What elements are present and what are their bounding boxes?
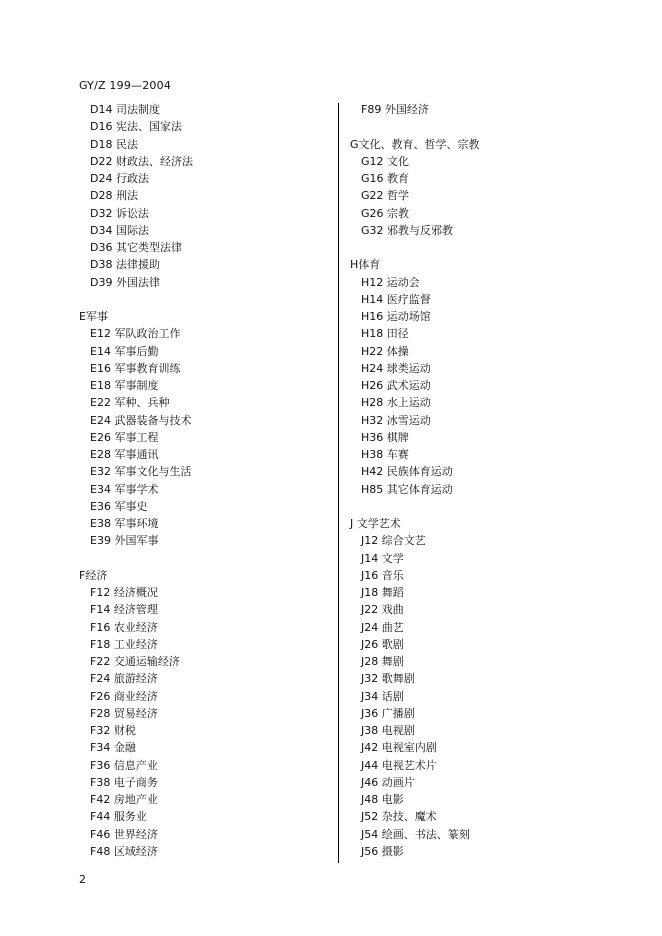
section-h-sports	[350, 256, 605, 498]
list-item: D14 司法制度	[90, 103, 160, 116]
right-column	[350, 101, 605, 860]
list-item: D22 财政法、经济法	[90, 154, 193, 168]
list-item: J52 杂技、魔术	[361, 810, 437, 824]
list-item: J16 音乐	[361, 568, 404, 582]
list-item: J22 戏曲	[361, 603, 404, 617]
section-d-law	[79, 101, 334, 291]
list-item: F24 旅游经济	[90, 672, 158, 686]
section-gap	[79, 550, 334, 567]
list-item: H16 运动场馆	[361, 310, 431, 323]
page-number: 2	[79, 873, 86, 886]
list-item: D16 宪法、国家法	[90, 120, 182, 134]
section-gap	[79, 291, 334, 308]
list-item: E38 军事环境	[90, 517, 159, 530]
section-j-arts	[350, 515, 605, 860]
document-code-header: GY/Z 199—2004	[79, 79, 172, 92]
list-item: H12 运动会	[361, 275, 420, 289]
list-item: J48 电影	[361, 793, 404, 806]
section-f-economy	[79, 567, 334, 860]
list-item: E28 军事通讯	[90, 448, 159, 461]
list-item: G12 文化	[361, 154, 410, 168]
list-item: F34 金融	[90, 741, 136, 755]
list-item: F16 农业经济	[90, 620, 158, 634]
list-item: D34 国际法	[90, 223, 149, 237]
list-item: H38 车赛	[361, 448, 409, 461]
list-item: H42 民族体育运动	[361, 465, 453, 479]
list-item: F89 外国经济	[361, 103, 429, 116]
list-item: F46 世界经济	[90, 827, 158, 841]
list-item: F42 房地产业	[90, 793, 158, 806]
section-e-military	[79, 308, 334, 550]
list-item: G22 哲学	[361, 189, 410, 203]
list-item: J54 绘画、书法、篆刻	[361, 827, 470, 841]
list-item: J26 歌剧	[361, 637, 404, 651]
list-item: J38 电视剧	[361, 724, 415, 737]
column-divider	[338, 103, 339, 863]
list-item: D24 行政法	[90, 172, 149, 185]
list-item: D18 民法	[90, 137, 138, 151]
section-g-culture	[350, 136, 605, 240]
list-item: F44 服务业	[90, 810, 147, 824]
list-item: F12 经济概况	[90, 586, 158, 599]
list-item: H18 田径	[361, 327, 409, 341]
list-item: J46 动画片	[361, 775, 415, 789]
list-item: F26 商业经济	[90, 689, 158, 703]
list-item: H14 医疗监督	[361, 292, 431, 306]
list-item: F28 贸易经济	[90, 706, 158, 720]
list-item: H24 球类运动	[361, 361, 431, 375]
list-item: F32 财税	[90, 724, 136, 737]
list-item: E34 军事学术	[90, 482, 159, 496]
list-item: J36 广播剧	[361, 706, 415, 720]
list-item: E22 军种、兵种	[90, 396, 170, 410]
list-item: F38 电子商务	[90, 775, 158, 789]
list-item: D36 其它类型法律	[90, 241, 182, 254]
list-item: G16 教育	[361, 172, 410, 185]
section-heading: E军事	[79, 310, 108, 323]
list-item: H26 武术运动	[361, 379, 431, 392]
list-item: E16 军事教育训练	[90, 361, 181, 375]
list-item: D38 法律援助	[90, 258, 160, 272]
list-item: F18 工业经济	[90, 637, 158, 651]
list-item: G32 邪教与反邪教	[361, 223, 454, 237]
section-f-continued	[350, 101, 605, 118]
list-item: E18 军事制度	[90, 379, 159, 392]
list-item: H22 体操	[361, 344, 409, 358]
list-item: E24 武器装备与技术	[90, 413, 192, 427]
section-heading: F经济	[79, 568, 108, 582]
list-item: J44 电视艺术片	[361, 758, 437, 772]
section-heading: J 文学艺术	[350, 517, 401, 530]
list-item: E14 军事后勤	[90, 344, 159, 358]
list-item: H28 水上运动	[361, 396, 431, 410]
section-gap	[350, 118, 605, 135]
list-item: F22 交通运输经济	[90, 655, 180, 668]
list-item: E26 军事工程	[90, 430, 159, 444]
list-item: J56 摄影	[361, 844, 404, 858]
list-item: D28 刑法	[90, 189, 138, 203]
list-item: F36 信息产业	[90, 758, 158, 772]
list-item: E32 军事文化与生活	[90, 465, 192, 479]
list-item: J32 歌舞剧	[361, 672, 415, 686]
list-item: H36 棋牌	[361, 430, 409, 444]
list-item: E39 外国军事	[90, 534, 159, 548]
list-item: J24 曲艺	[361, 620, 404, 634]
list-item: J14 文学	[361, 551, 404, 565]
list-item: J12 综合文艺	[361, 534, 426, 548]
section-gap	[350, 498, 605, 515]
list-item: F14 经济管理	[90, 603, 158, 617]
list-item: D32 诉讼法	[90, 206, 149, 220]
left-column	[79, 101, 334, 860]
list-item: H32 冰雪运动	[361, 413, 431, 427]
list-item: E36 军事史	[90, 499, 148, 513]
list-item: J18 舞蹈	[361, 586, 404, 599]
list-item: H85 其它体育运动	[361, 482, 453, 496]
list-item: E12 军队政治工作	[90, 327, 181, 341]
list-item: J28 舞剧	[361, 655, 404, 668]
list-item: F48 区域经济	[90, 844, 158, 858]
list-item: D39 外国法律	[90, 275, 160, 289]
section-gap	[350, 239, 605, 256]
list-item: J34 话剧	[361, 689, 404, 703]
list-item: G26 宗教	[361, 206, 410, 220]
section-heading: G文化、教育、哲学、宗教	[350, 137, 480, 151]
list-item: J42 电视室内剧	[361, 741, 437, 755]
section-heading: H体育	[350, 258, 381, 272]
